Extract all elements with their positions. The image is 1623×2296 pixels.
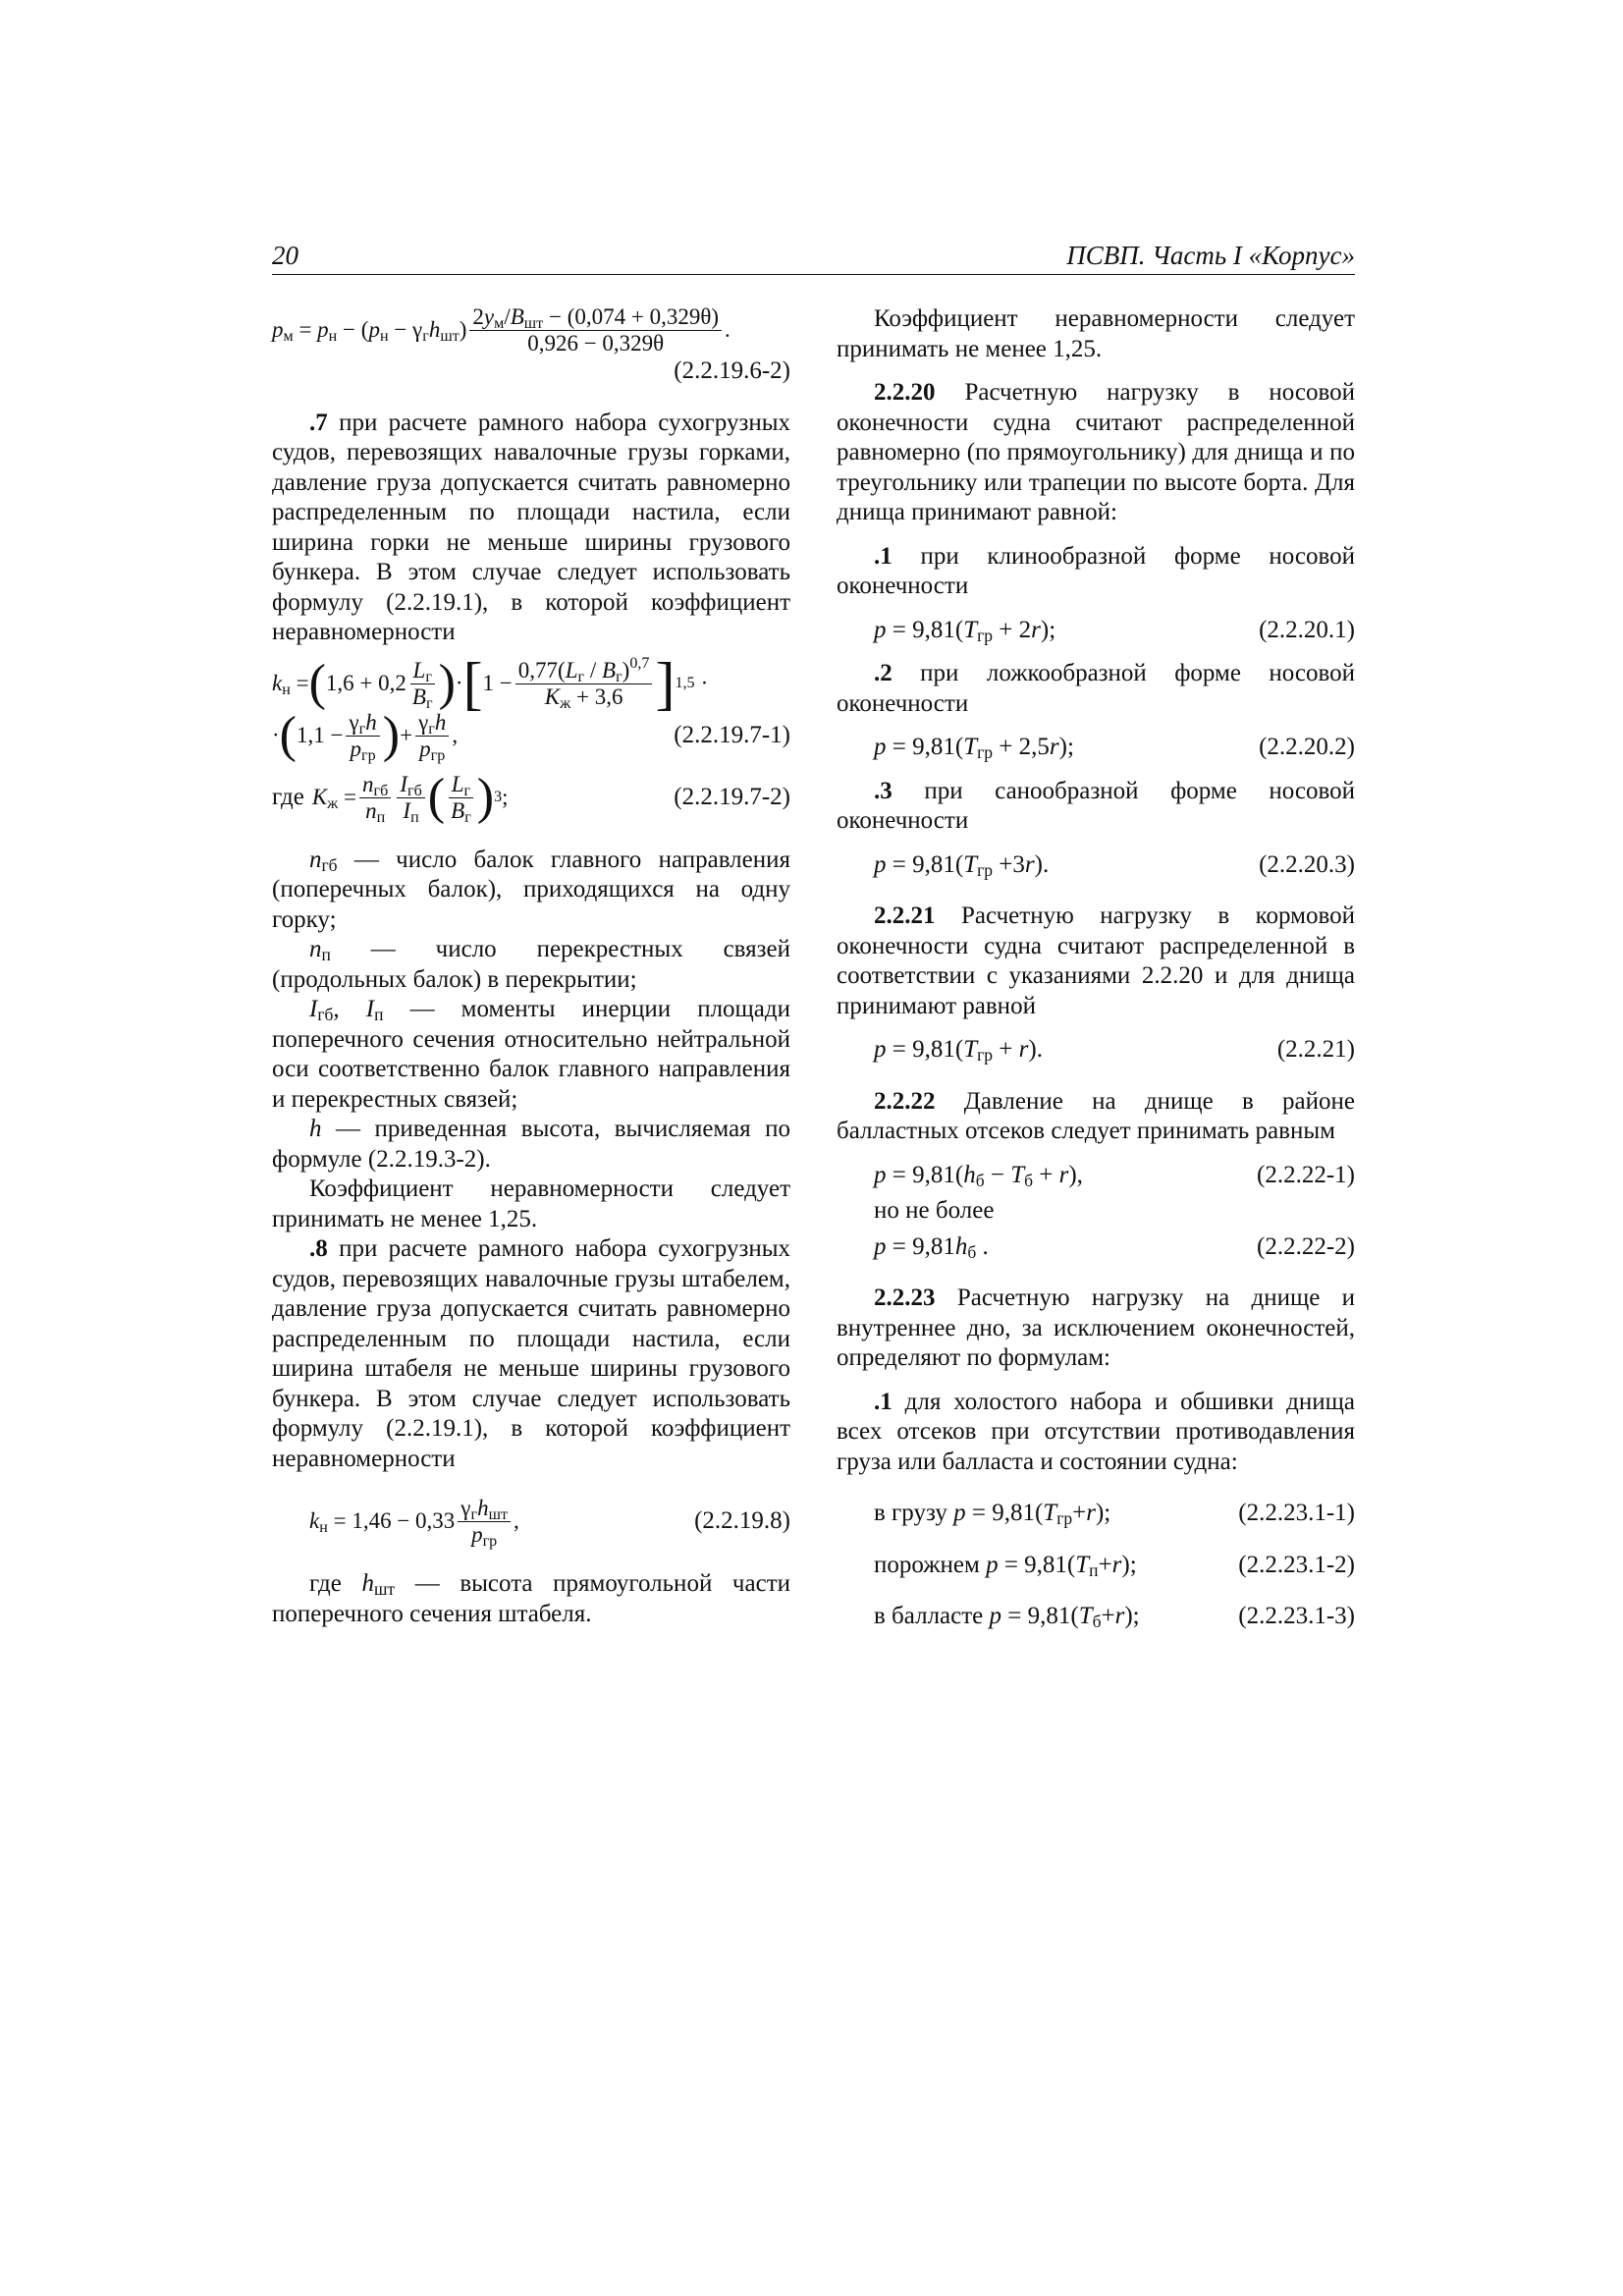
formula-2-2-23-1-2: порожнем $p = 9,81(T_п+r)$; (2.2.23.1-2) [874, 1551, 1355, 1580]
formula-2-2-22-2: $p = 9,81h_б$ . (2.2.22-2) [874, 1232, 1355, 1262]
section-2-2-20: 2.2.20 Расчетную нагрузку в носовой оконечности судна считают распределенной равномерно (по прямоугольнику) для днища и по треугольнику или трапеции по высоте борта. Для днища принимают равной: [837, 379, 1356, 525]
equation-number: (2.2.19.6-2) [674, 357, 790, 384]
running-header [272, 241, 1355, 275]
right-column [837, 304, 1355, 1632]
page-number: 20 [272, 241, 298, 270]
formula-2-2-19-7-2: где $K_ж$ = $\frac{n_{гб}}{n_п}$ $\frac{I_{гб}}{I_п}$ ( $\frac{L_г}{B_г}$ ) 3 ; (2.2.19.7-2) [272, 769, 790, 826]
section-2-2-21: 2.2.21 Расчетную нагрузку в кормовой оконечности судна считают распределенной в соответствии с указаниями 2.2.20 и для днища принимают равной [837, 902, 1355, 1019]
left-column [272, 304, 790, 1629]
formula-2-2-23-1-1: в грузу $p = 9,81(T_{гр}+r)$; (2.2.23.1-1) [874, 1500, 1355, 1528]
item-2-2-20-1: .1 при клинообразной форме носовой оконечности [837, 542, 1355, 599]
section-2-2-22: 2.2.22 Давление на днище в районе балластных отсеков следует принимать равным [837, 1087, 1355, 1144]
equation-number: (2.2.19.7-1) [674, 721, 790, 748]
coefficient-note: Коэффициент неравномерности следует принимать не менее 1,25. [272, 1175, 790, 1232]
formula-2-2-23-1-3: в балласте $p = 9,81(T_б+r)$; (2.2.23.1-3) [874, 1603, 1355, 1631]
definition-h-sht: где $h_{шт}$ — высота прямоугольной части поперечного сечения штабеля. [272, 1570, 791, 1627]
formula-2-2-20-1: $p = 9,81(T_{гр} + 2r)$; (2.2.20.1) [874, 616, 1355, 645]
definition-n-gb: $n_{гб}$ — число балок главного направления (поперечных балок), приходящихся на одну горку; [272, 846, 791, 933]
formula-2-2-20-2: $p = 9,81(T_{гр} + 2,5r)$; (2.2.20.2) [874, 734, 1355, 762]
item-2-2-20-2: .2 при ложкообразной форме носовой оконечности [837, 660, 1355, 717]
no-more-than: но не более [874, 1197, 995, 1224]
formula-2-2-20-3: $p = 9,81(T_{гр} +3r)$. (2.2.20.3) [874, 850, 1355, 880]
definition-I: $I_{гб}$, $I_п$ — моменты инерции площади поперечного сечения относительно нейтральной оси соответственно балок главного направления и перекрестных связей; [272, 996, 790, 1113]
formula-2-2-19-8: $k_н = 1,46 - 0,33$ $\frac{\gamma_гh_{шт}}{p_{гр}}$ , (2.2.19.8) [309, 1496, 790, 1550]
equation-number: (2.2.19.8) [694, 1507, 790, 1535]
equation-number: (2.2.19.7-2) [674, 783, 790, 810]
paragraph-8: .8 при расчете рамного набора сухогрузных судов, перевозящих навалочные грузы штабелем, давление груза допускается считать равномерно распределенным по площади настила, если ширина штабеля не меньше ширины грузового бункера. В этом случае следует использовать формулу (2.2.19.1), в которой коэффициент неравномерности [272, 1235, 791, 1472]
formula-2-2-19-6-2: $p_м = p_н - (p_н - \gamma_гh_{шт})$ $\frac{2y_м/B_{шт} - (0,074 + 0,329\theta)}{0,926 - 0,329\theta}$ . [272, 304, 730, 355]
item-2-2-20-3: .3 при санообразной форме носовой оконечности [837, 777, 1355, 834]
formula-2-2-19-7-1: $k_н$ = ( 1,6 + 0,2 $\frac{L_г}{B_г}$ ) · [ 1 − $\frac{0,77(L_г / B_г)^{0,7}}{K_ж + 3,6}$ ] 1,5 · · ( 1,1 − $\frac{\gamma_гh}{p_{гр}}$ ) + $\frac{\gamma_гh}{p_{гр}}$ , (2.2.19.7-1) [272, 651, 790, 764]
running-title: ПСВП. Часть I «Корпус» [1066, 241, 1355, 270]
definition-h: h — приведенная высота, вычисляемая по формуле (2.2.19.3-2). [272, 1116, 791, 1173]
coefficient-note: Коэффициент неравномерности следует принимать не менее 1,25. [837, 305, 1355, 362]
item-2-2-23-1: .1 для холостого набора и обшивки днища всех отсеков при отсутствии противодавления груза или балласта и состоянии судна: [837, 1388, 1355, 1475]
formula-2-2-22-1: $p = 9,81(h_б - T_б + r)$, (2.2.22-1) [874, 1161, 1355, 1190]
definition-n-p: $n_п$ — число перекрестных связей (продольных балок) в перекрытии; [272, 936, 791, 993]
paragraph-7: .7 при расчете рамного набора сухогрузных судов, перевозящих навалочные грузы горками, давление груза допускается считать равномерно распределенным по площади настила, если ширина горки не меньше ширины грузового бункера. В этом случае следует использовать формулу (2.2.19.1), в которой коэффициент неравномерности [272, 409, 791, 645]
formula-2-2-21: $p = 9,81(T_{гр} + r)$. (2.2.21) [874, 1036, 1355, 1065]
section-2-2-23: 2.2.23 Расчетную нагрузку на днище и внутреннее дно, за исключением оконечностей, определяют по формулам: [837, 1285, 1356, 1371]
